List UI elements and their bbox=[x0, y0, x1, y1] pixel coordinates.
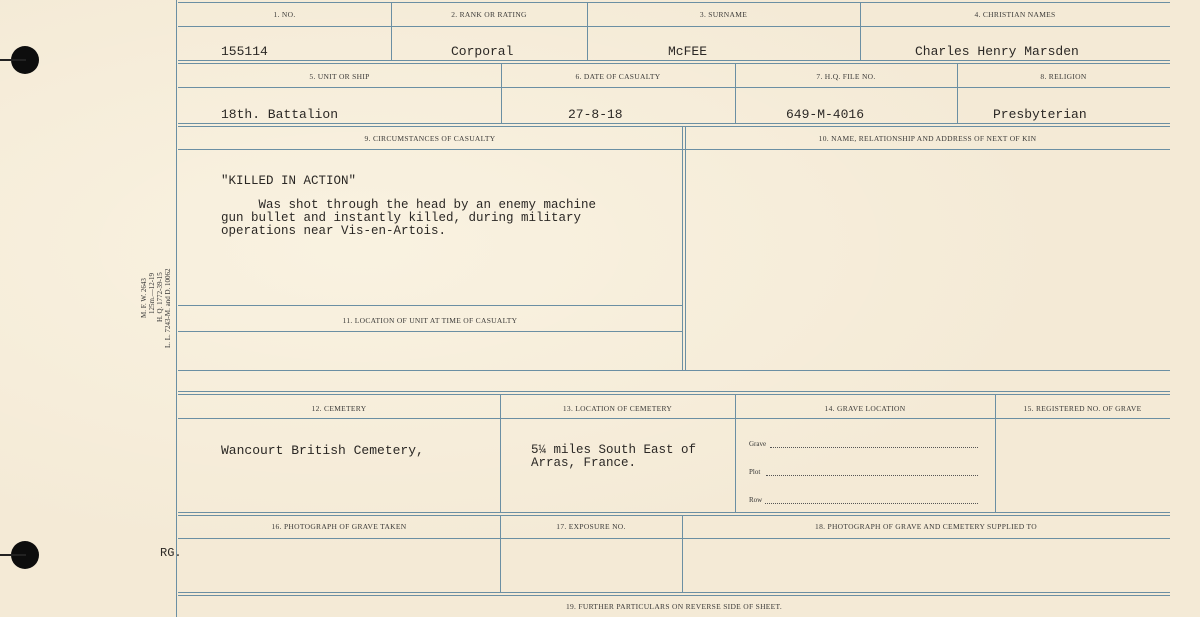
christian-names: Charles Henry Marsden bbox=[915, 44, 1079, 59]
date-of-casualty: 27-8-18 bbox=[568, 107, 623, 122]
rule bbox=[178, 123, 1170, 127]
grave-blank bbox=[770, 447, 978, 448]
margin-rule bbox=[176, 0, 177, 617]
form-print-3: H. Q. 1772-39-15 bbox=[156, 272, 164, 322]
grave-label: Grave bbox=[749, 440, 767, 448]
label-unit: 5. UNIT OR SHIP bbox=[309, 72, 370, 81]
circumstances-heading: "KILLED IN ACTION" bbox=[221, 174, 357, 188]
row-blank bbox=[765, 503, 978, 504]
rule bbox=[178, 2, 1170, 3]
punch-hole-bottom-line bbox=[0, 554, 26, 556]
label-surname: 3. SURNAME bbox=[699, 10, 748, 19]
plot-label: Plot bbox=[749, 468, 761, 476]
service-number: 155114 bbox=[221, 44, 268, 59]
hq-file-no: 649-M-4016 bbox=[786, 107, 865, 122]
rule bbox=[178, 512, 1170, 516]
rule bbox=[178, 87, 1170, 88]
rule bbox=[178, 592, 1170, 596]
form-print-2: 125m.—12-19 bbox=[148, 272, 156, 314]
punch-hole-top-line bbox=[0, 59, 26, 61]
divider bbox=[685, 127, 686, 370]
rule bbox=[178, 331, 682, 332]
unit: 18th. Battalion bbox=[221, 107, 339, 122]
label-registered-no: 15. REGISTERED NO. OF GRAVE bbox=[1023, 404, 1142, 413]
row-label: Row bbox=[749, 496, 763, 504]
label-christian-names: 4. CHRISTIAN NAMES bbox=[974, 10, 1056, 19]
label-exposure-no: 17. EXPOSURE NO. bbox=[556, 522, 626, 531]
plot-blank bbox=[766, 475, 978, 476]
label-next-of-kin: 10. NAME, RELATIONSHIP AND ADDRESS OF NEXT OF KIN bbox=[818, 134, 1037, 143]
label-photograph-supplied: 18. PHOTOGRAPH OF GRAVE AND CEMETERY SUPPLIED TO bbox=[815, 522, 1037, 531]
cemetery: Wancourt British Cemetery, bbox=[221, 443, 424, 458]
label-file-no: 7. H.Q. FILE NO. bbox=[816, 72, 876, 81]
label-unit-location: 11. LOCATION OF UNIT AT TIME OF CASUALTY bbox=[342, 316, 518, 325]
cemetery-location-line-2: Arras, France. bbox=[531, 456, 637, 470]
circumstances-line-1: Was shot through the head by an enemy machine bbox=[221, 198, 597, 212]
rule bbox=[178, 418, 1170, 419]
rule bbox=[178, 305, 682, 306]
rule bbox=[178, 149, 1170, 150]
circumstances-line-3: operations near Vis-en-Artois. bbox=[221, 224, 447, 238]
label-grave-location: 14. GRAVE LOCATION bbox=[824, 404, 906, 413]
religion: Presbyterian bbox=[993, 107, 1087, 122]
rule bbox=[178, 538, 1170, 539]
label-circumstances: 9. CIRCUMSTANCES OF CASUALTY bbox=[364, 134, 496, 143]
divider bbox=[682, 127, 683, 370]
rule bbox=[178, 60, 1170, 64]
form-print-4: L. L. 7243-M. and D. 10062 bbox=[164, 268, 172, 348]
label-photograph-taken: 16. PHOTOGRAPH OF GRAVE TAKEN bbox=[271, 522, 407, 531]
label-religion: 8. RELIGION bbox=[1040, 72, 1087, 81]
label-rank: 2. RANK OR RATING bbox=[451, 10, 527, 19]
rank: Corporal bbox=[451, 44, 514, 59]
rule bbox=[178, 391, 1170, 395]
label-cemetery-location: 13. LOCATION OF CEMETERY bbox=[562, 404, 673, 413]
label-further-particulars: 19. FURTHER PARTICULARS ON REVERSE SIDE OF SHEET. bbox=[565, 602, 783, 611]
form-print-1: M. F. W. 2643 bbox=[140, 278, 148, 318]
rg-mark: RG. bbox=[160, 546, 182, 560]
rule bbox=[178, 370, 1170, 371]
label-date: 6. DATE OF CASUALTY bbox=[575, 72, 661, 81]
circumstances-line-2: gun bullet and instantly killed, during military bbox=[221, 211, 582, 225]
surname: McFEE bbox=[668, 44, 708, 59]
rule bbox=[178, 26, 1170, 27]
label-no: 1. NO. bbox=[273, 10, 296, 19]
cemetery-location-line-1: 5¼ miles South East of bbox=[531, 443, 697, 457]
label-cemetery: 12. CEMETERY bbox=[311, 404, 367, 413]
